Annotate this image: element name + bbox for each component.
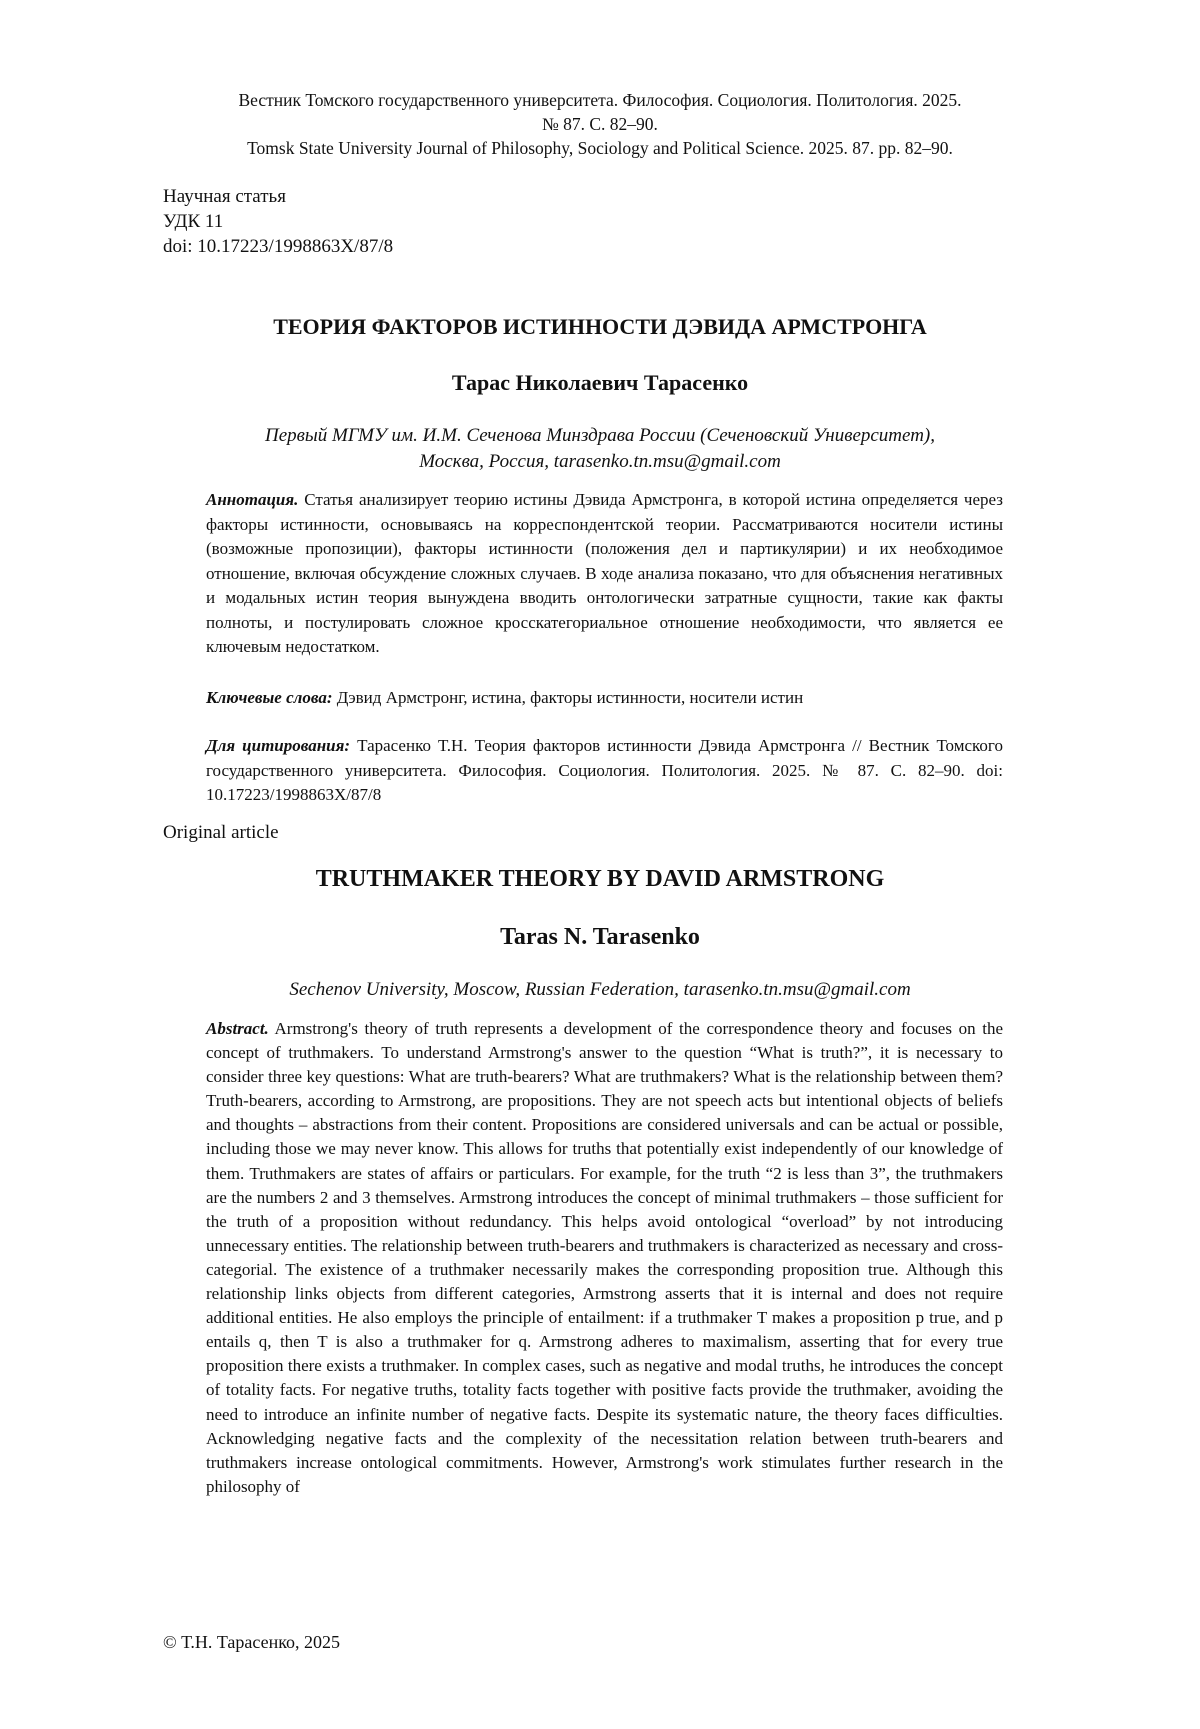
affiliation-en: Sechenov University, Moscow, Russian Federation, tarasenko.tn.msu@gmail.com <box>289 979 911 1000</box>
udc-code: УДК 11 <box>163 211 224 232</box>
citation-ru-text: Тарасенко Т.Н. Теория факторов истинности Дэвида Армстронга // Вестник Томского государственного университета. Философия. Социология. Политология. 2025. № 87. С. 82–90. doi: 10.17223/1998863X/87/8 <box>206 736 1003 804</box>
affiliation-ru-line2: Москва, Россия, tarasenko.tn.msu@gmail.com <box>419 451 781 472</box>
author-en: Taras N. Tarasenko <box>500 924 700 950</box>
doi: doi: 10.17223/1998863X/87/8 <box>163 236 394 257</box>
title-ru: ТЕОРИЯ ФАКТОРОВ ИСТИННОСТИ ДЭВИДА АРМСТРОНГА <box>273 314 927 339</box>
article-type-ru: Научная статья <box>163 186 286 207</box>
journal-ru-line2: № 87. С. 82–90. <box>542 114 658 134</box>
abstract-en-label: Abstract. <box>206 1019 269 1038</box>
annotation-ru-text: Статья анализирует теорию истины Дэвида Армстронга, в которой истина определяется через факторы истинности, основываясь на корреспондентской теории. Рассматриваются носители истины (возможные пропозиции), факторы истинности (положения дел и партикулярии) и их необходимое отношение, включая обсуждение сложных случаев. В ходе анализа показано, что для объяснения негативных и модальных истин теория вынуждена вводить онтологически затратные сущности, такие как факты полноты, и постулировать сложное кросскатегориальное отношение необходимости, что является ее ключевым недостатком. <box>206 490 1003 656</box>
copyright: © Т.Н. Тарасенко, 2025 <box>163 1632 341 1652</box>
article-type-en: Original article <box>163 822 279 843</box>
keywords-ru-text: Дэвид Армстронг, истина, факторы истинности, носители истин <box>336 688 804 707</box>
affiliation-ru <box>180 423 1020 475</box>
keywords-ru-label: Ключевые слова: <box>206 688 333 707</box>
affiliation-ru-line1: Первый МГМУ им. И.М. Сеченова Минздрава России (Сеченовский Университет), <box>264 425 936 446</box>
journal-ru-line1: Вестник Томского государственного университета. Философия. Социология. Политология. 2025. <box>238 90 962 110</box>
journal-en-line: Tomsk State University Journal of Philosophy, Sociology and Political Science. 2025. 87. pp. 82–90. <box>247 138 953 158</box>
title-en: TRUTHMAKER THEORY BY DAVID ARMSTRONG <box>315 866 885 892</box>
abstract-en-text: Armstrong's theory of truth represents a development of the correspondence theory and focuses on the concept of truthmakers. To understand Armstrong's answer to the question “What is truth?”, it is necessary to consider three key questions: What are truth-bearers? What are truthmakers? What is the relationship between them? Truth-bearers, according to Armstrong, are propositions. They are not speech acts but intentional objects of beliefs and thoughts – abstractions from their content. Propositions are considered universals and can be actual or possible, including those we may never know. This allows for truths that potentially exist independently of our knowledge of them. Truthmakers are states of affairs or particulars. For example, for the truth “2 is less than 3”, the truthmakers are the numbers 2 and 3 themselves. Armstrong introduces the concept of minimal truthmakers – those sufficient for the truth of a proposition without redundancy. This helps avoid ontological “overload” by not introducing unnecessary entities. The relationship between truth-bearers and truthmakers is characterized as necessary and cross-categorial. The existence of a truthmaker necessarily makes the corresponding proposition true. Although this relationship links objects from different categories, Armstrong asserts that it is internal and does not require additional entities. He also employs the principle of entailment: if a truthmaker T makes a proposition p true, and p entails q, then T is also a truthmaker for q. Armstrong adheres to maximalism, asserting that for every true proposition there exists a truthmaker. In complex cases, such as negative and modal truths, he introduces the concept of totality facts. For negative truths, totality facts together with positive facts provide the truthmaker, avoiding the need to introduce an infinite number of negative facts. Despite its systematic nature, the theory faces difficulties. Acknowledging negative facts and the complexity of the necessitation relation between truth-bearers and truthmakers increase ontological commitments. However, Armstrong's work stimulates further research in the philosophy of <box>206 1019 1004 1496</box>
article-meta <box>163 184 393 259</box>
citation-ru-label: Для цитирования: <box>206 736 351 755</box>
annotation-ru <box>206 488 1003 660</box>
keywords-ru <box>206 686 1003 711</box>
journal-header <box>140 88 1060 160</box>
annotation-ru-label: Аннотация. <box>206 490 299 509</box>
abstract-en <box>206 1017 1003 1499</box>
citation-ru <box>206 734 1003 808</box>
author-ru: Тарас Николаевич Тарасенко <box>451 370 749 395</box>
